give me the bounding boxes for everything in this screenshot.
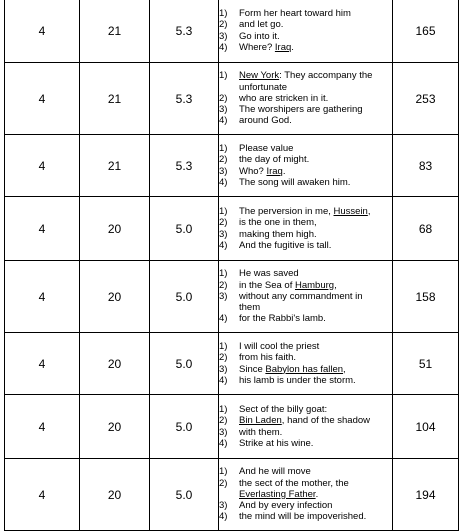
underlined-name: Hamburg: [294, 279, 335, 291]
verse-line: [219, 438, 392, 449]
text-run: Go into it.: [239, 30, 280, 42]
underlined-name: Iraq: [266, 165, 283, 177]
line-number: 4): [219, 239, 228, 251]
text-run: .: [282, 165, 286, 177]
cell-c: 5.0: [150, 261, 219, 333]
line-text: [239, 280, 392, 291]
line-text: [239, 31, 392, 42]
line-text: [239, 375, 392, 386]
underlined-name: New York: [239, 70, 280, 82]
line-number: 2): [219, 279, 228, 291]
cell-verse-lines: [219, 63, 393, 135]
text-run: the day of might.: [239, 154, 310, 166]
verse-line: [219, 364, 392, 375]
line-text: [239, 143, 392, 154]
line-text: [239, 42, 392, 53]
line-number: 1): [219, 206, 228, 218]
cell-c: 5.0: [150, 395, 219, 459]
line-number: 3): [219, 426, 228, 438]
verse-line: [219, 352, 392, 363]
underlined-name: Iraq: [274, 41, 292, 53]
table-row: [5, 459, 459, 531]
verse-line: [219, 302, 392, 313]
verse-line: [219, 229, 392, 240]
cell-a: 4: [5, 0, 80, 63]
line-text: [239, 70, 392, 81]
line-text: [239, 415, 392, 426]
verse-line: [219, 404, 392, 415]
verse-line: [219, 268, 392, 279]
cell-verse-lines: [219, 333, 393, 395]
text-run: his lamb is under the storm.: [239, 374, 356, 386]
table-row: [5, 333, 459, 395]
cell-a: 4: [5, 63, 80, 135]
text-run: Form her heart toward him: [239, 8, 351, 20]
cell-verse-lines: [219, 261, 393, 333]
cell-c: 5.3: [150, 63, 219, 135]
line-number: [219, 489, 239, 500]
cell-b: 20: [80, 395, 150, 459]
text-run: is the one in them,: [239, 217, 317, 229]
table-row: [5, 261, 459, 333]
verse-line: [219, 31, 392, 42]
cell-c: 5.0: [150, 197, 219, 261]
cell-score: 104: [393, 395, 459, 459]
verse-line: [219, 511, 392, 522]
line-text: [239, 511, 392, 522]
text-run: the mind will be impoverished.: [239, 511, 367, 523]
line-text: [239, 115, 392, 126]
line-number: 1): [219, 143, 228, 155]
text-run: And by every infection: [239, 500, 333, 512]
line-number: 1): [219, 268, 228, 280]
line-text: [239, 364, 392, 375]
line-number: 4): [219, 374, 228, 386]
verse-line: [219, 427, 392, 438]
line-number: 4): [219, 437, 228, 449]
line-text: [239, 438, 392, 449]
line-number: 3): [219, 165, 228, 177]
line-number: 4): [219, 176, 228, 188]
verse-line: [219, 166, 392, 177]
line-number: 3): [219, 104, 228, 116]
cell-score: 194: [393, 459, 459, 531]
text-run: Who?: [239, 165, 267, 177]
verse-line: [219, 19, 392, 30]
line-number: 3): [219, 290, 228, 302]
text-run: ,: [367, 206, 371, 218]
verse-line: [219, 82, 392, 93]
text-run: .: [315, 488, 319, 500]
results-table: [4, 0, 459, 531]
line-number: 1): [219, 466, 228, 478]
verse-line: [219, 466, 392, 477]
cell-score: 158: [393, 261, 459, 333]
line-number: 2): [219, 19, 228, 31]
line-text: [239, 177, 392, 188]
cell-a: 4: [5, 333, 80, 395]
verse-line: [219, 42, 392, 53]
verse-line: [219, 70, 392, 81]
text-run: : They accompany the: [279, 70, 373, 82]
line-text: [239, 93, 392, 104]
verse-line: [219, 93, 392, 104]
verse-line: [219, 143, 392, 154]
line-number: [219, 302, 239, 313]
cell-score: 165: [393, 0, 459, 63]
line-text: [239, 427, 392, 438]
text-run: The song will awaken him.: [239, 176, 351, 188]
text-run: ,: [334, 279, 337, 291]
text-run: with them.: [239, 426, 283, 438]
text-run: The perversion in me,: [239, 206, 334, 218]
cell-verse-lines: [219, 135, 393, 197]
line-text: [239, 206, 392, 217]
text-run: ,: [343, 363, 346, 375]
cell-verse-lines: [219, 197, 393, 261]
verse-line: [219, 291, 392, 302]
underlined-name: Bin Laden: [239, 415, 282, 427]
line-text: [239, 104, 392, 115]
cell-b: 20: [80, 333, 150, 395]
verse-line: [219, 177, 392, 188]
text-run: making them high.: [239, 228, 317, 240]
verse-line: [219, 375, 392, 386]
cell-b: 21: [80, 0, 150, 63]
line-number: 2): [219, 415, 228, 427]
text-run: around God.: [239, 115, 292, 127]
cell-a: 4: [5, 261, 80, 333]
cell-verse-lines: [219, 0, 393, 63]
cell-b: 20: [80, 261, 150, 333]
verse-line: [219, 240, 392, 251]
line-number: 3): [219, 228, 228, 240]
line-number: 2): [219, 154, 228, 166]
text-run: Where?: [239, 41, 275, 53]
line-number: 4): [219, 313, 228, 325]
text-run: Please value: [239, 143, 294, 155]
line-text: [239, 302, 392, 313]
line-text: [239, 166, 392, 177]
cell-verse-lines: [219, 459, 393, 531]
line-text: [239, 341, 392, 352]
text-run: the sect of the mother, the: [239, 477, 349, 489]
verse-line: [219, 341, 392, 352]
line-number: 1): [219, 8, 228, 20]
line-number: 2): [219, 352, 228, 364]
table-body: [5, 0, 459, 531]
verse-line: [219, 500, 392, 511]
underlined-name: Everlasting Father: [239, 488, 316, 500]
text-run: And he will move: [239, 466, 311, 478]
line-text: [239, 82, 392, 93]
cell-b: 21: [80, 135, 150, 197]
table-row: [5, 395, 459, 459]
line-number: 3): [219, 500, 228, 512]
line-text: [239, 500, 392, 511]
text-run: who are stricken in it.: [239, 92, 329, 104]
line-number: 4): [219, 115, 228, 127]
text-run: Sect of the billy goat:: [239, 404, 328, 416]
line-text: [239, 404, 392, 415]
verse-line: [219, 115, 392, 126]
cell-c: 5.3: [150, 135, 219, 197]
line-text: [239, 313, 392, 324]
cell-score: 253: [393, 63, 459, 135]
verse-line: [219, 489, 392, 500]
text-run: , hand of the shadow: [281, 415, 371, 427]
table-row: [5, 135, 459, 197]
table-row: [5, 0, 459, 63]
cell-b: 20: [80, 459, 150, 531]
line-number: 1): [219, 404, 228, 416]
table-row: [5, 63, 459, 135]
line-number: [219, 82, 239, 93]
line-text: [239, 8, 392, 19]
text-run: and let go.: [239, 19, 284, 31]
line-number: 3): [219, 363, 228, 375]
underlined-name: Hussein: [333, 206, 368, 218]
verse-line: [219, 280, 392, 291]
table-row: [5, 197, 459, 261]
cell-score: 51: [393, 333, 459, 395]
cell-score: 83: [393, 135, 459, 197]
text-run: Since: [239, 363, 266, 375]
line-number: 1): [219, 70, 228, 82]
line-text: [239, 154, 392, 165]
text-run: them: [239, 302, 261, 314]
verse-line: [219, 154, 392, 165]
cell-a: 4: [5, 197, 80, 261]
cell-c: 5.0: [150, 333, 219, 395]
text-run: in the Sea of: [239, 279, 295, 291]
cell-b: 20: [80, 197, 150, 261]
verse-line: [219, 217, 392, 228]
verse-line: [219, 8, 392, 19]
line-number: 1): [219, 341, 228, 353]
line-text: [239, 352, 392, 363]
cell-c: 5.3: [150, 0, 219, 63]
line-text: [239, 229, 392, 240]
text-run: Strike at his wine.: [239, 437, 314, 449]
line-text: [239, 489, 392, 500]
line-text: [239, 19, 392, 30]
line-text: [239, 240, 392, 251]
cell-a: 4: [5, 459, 80, 531]
line-number: 2): [219, 477, 228, 489]
text-run: I will cool the priest: [239, 341, 320, 353]
cell-c: 5.0: [150, 459, 219, 531]
cell-a: 4: [5, 135, 80, 197]
text-run: .: [291, 41, 294, 53]
line-text: [239, 466, 392, 477]
cell-a: 4: [5, 395, 80, 459]
line-text: [239, 478, 392, 489]
line-number: 2): [219, 92, 228, 104]
cell-verse-lines: [219, 395, 393, 459]
text-run: The worshipers are gathering: [239, 104, 363, 116]
text-run: And the fugitive is tall.: [239, 239, 332, 251]
text-run: He was saved: [239, 268, 299, 280]
line-number: 4): [219, 41, 228, 53]
verse-line: [219, 415, 392, 426]
line-number: 2): [219, 217, 228, 229]
text-run: unfortunate: [239, 81, 288, 93]
text-run: from his faith.: [239, 352, 297, 364]
verse-line: [219, 206, 392, 217]
line-text: [239, 217, 392, 228]
line-text: [239, 291, 392, 302]
text-run: for the Rabbi's lamb.: [239, 313, 326, 325]
verse-line: [219, 313, 392, 324]
line-number: 3): [219, 30, 228, 42]
cell-score: 68: [393, 197, 459, 261]
verse-line: [219, 478, 392, 489]
cell-b: 21: [80, 63, 150, 135]
line-text: [239, 268, 392, 279]
line-number: 4): [219, 511, 228, 523]
verse-line: [219, 104, 392, 115]
underlined-name: Babylon has fallen: [265, 363, 344, 375]
text-run: without any commandment in: [239, 290, 363, 302]
